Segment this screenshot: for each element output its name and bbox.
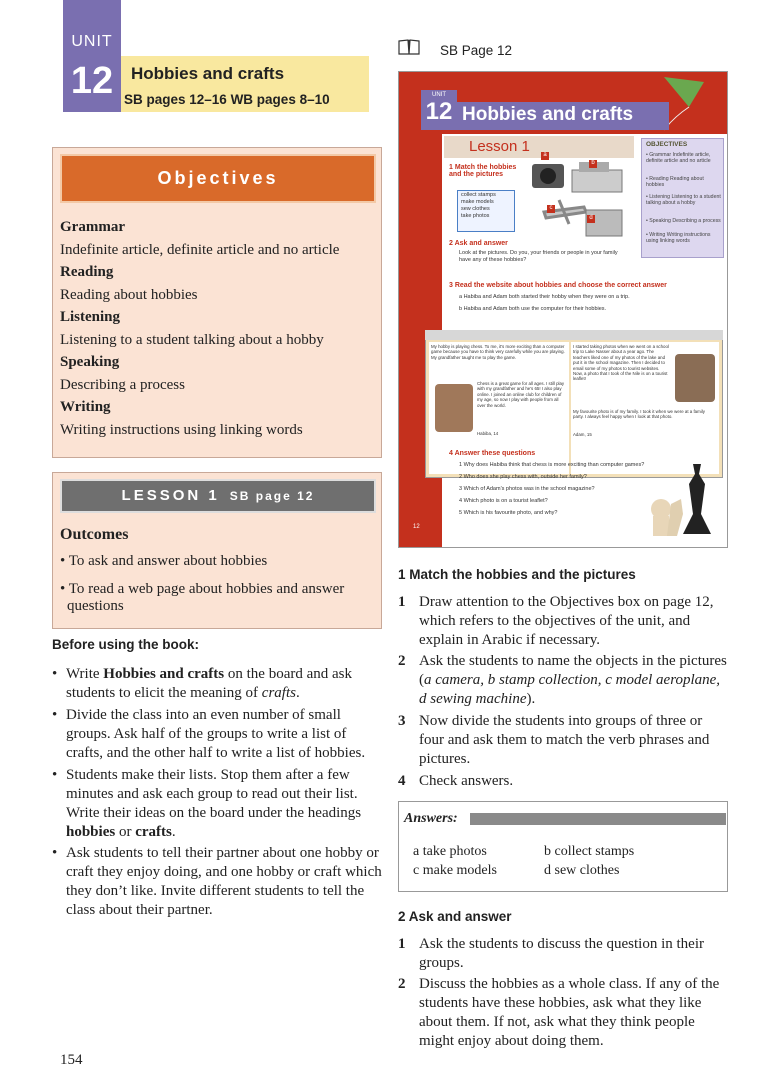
tb-sec-title: Ask and answer (454, 240, 508, 247)
tb-sec-num: 2 (449, 240, 453, 247)
text: Students make their lists. Stop them after a few minutes and ask each group to read out their list. Write their ideas on the board under the headings (66, 767, 362, 821)
section-1-item (398, 652, 728, 709)
section-1-title: 1 Match the hobbies and the pictures (398, 567, 636, 582)
before-title: Before using the book: (52, 637, 200, 652)
answer-item: c make models (413, 863, 497, 878)
before-bullet (52, 706, 382, 763)
before-bullet (52, 665, 382, 703)
tb-section-2 (449, 240, 508, 247)
item-text: Now divide the students into groups of three or four and ask them to match the verb phrases and pictures. (419, 713, 710, 767)
tb-question: 1 Why does Habiba think that chess is more exciting than computer games? (459, 462, 645, 468)
tb-title: Hobbies and crafts (462, 104, 634, 125)
tb-question: 2 Who does she play chess with, outside her family? (459, 474, 587, 480)
tb-sec-num: 4 (449, 450, 453, 457)
section-1-item (398, 772, 728, 791)
text: or (115, 824, 136, 840)
tb-web-left-sig: Habiba, 14 (477, 431, 499, 436)
outcome-item-cont: questions (67, 598, 124, 614)
text: on the board and ask students to elicit the meaning of (66, 666, 353, 701)
tb-section-3 (449, 282, 667, 289)
chess-pieces-icon (631, 454, 727, 546)
outcome-item: • To read a web page about hobbies and answer (60, 581, 345, 597)
text: ). (526, 691, 536, 707)
item-number: 4 (398, 773, 406, 789)
tb-section-4 (449, 450, 535, 457)
tb-sec-num: 1 (449, 164, 453, 171)
tb-sec-title: Read the website about hobbies and choose the correct answer (454, 282, 667, 289)
tb-list-item: make models (461, 199, 494, 205)
tb-s2-text: Look at the pictures. Do you, your friends or people in your family have any of these hobbies? (459, 250, 618, 263)
unit-number: 12 (70, 60, 114, 102)
tb-web-right-text2: My favourite photo is of my family. I took it when we were at a family party. I always feel happy when I look at that photo. (573, 409, 705, 420)
unit-pages: SB pages 12–16 WB pages 8–10 (124, 92, 330, 107)
tb-question: 3 Which of Adam's photos was in the school magazine? (459, 486, 595, 492)
tb-unit-number: 12 (425, 98, 453, 125)
tb-lesson: Lesson 1 (469, 138, 530, 155)
tb-s3-a: a Habiba and Adam both started their hobby when they were on a trip. (459, 294, 630, 300)
text: Ask the students to name the objects in the pictures ( (419, 653, 727, 688)
objective-text: Describing a process (60, 377, 185, 393)
bold-text: hobbies (66, 824, 116, 840)
section-2-item (398, 935, 728, 973)
italic-text: a camera, b stamp collection, c model aeroplane, d sewing machine (419, 672, 721, 707)
bold-text: Hobbies and crafts (103, 666, 225, 682)
tb-label-d: d (587, 215, 595, 223)
tb-web-left-text2: Chess is a great game for all ages. I still play with my grandfather and he's 65! I also play online. I joined an online club for children of my age, so now I play with people from all over the world. (477, 381, 565, 408)
tb-objectives-title: OBJECTIVES (646, 141, 688, 148)
answer-item: a take photos (413, 844, 487, 859)
objective-text: Indefinite article, definite article and no article (60, 242, 340, 258)
tb-unit-badge (421, 90, 457, 130)
tb-section-1 (449, 164, 529, 178)
tb-question: 4 Which photo is on a tourist leaflet? (459, 498, 548, 504)
objective-text: Writing instructions using linking words (60, 422, 303, 438)
item-number: 1 (398, 594, 406, 610)
item-text: Discuss the hobbies as a whole class. If any of the students have these hobbies, ask what they like about them. If not, ask what they think people might enjoy about doing them. (419, 976, 720, 1049)
tb-unit-word: UNIT (432, 92, 446, 98)
tb-sec-title: Answer these questions (454, 450, 536, 457)
answers-bar (470, 813, 726, 825)
objective-text: Listening to a student talking about a hobby (60, 332, 324, 348)
bullet-dot: • (52, 707, 58, 723)
objective-heading: Listening (60, 309, 121, 325)
page-number: 154 (60, 1052, 83, 1068)
text: . (295, 685, 300, 701)
item-text: Draw attention to the Objectives box on page 12, which refers to the objectives of the unit, and explain in Arabic if necessary. (419, 594, 714, 648)
unit-word: UNIT (71, 33, 113, 50)
section-2-item (398, 975, 728, 1051)
tb-list-item: take photos (461, 213, 490, 219)
item-text: Ask the students to discuss the question in their groups. (419, 936, 704, 971)
tb-label-b: b (589, 160, 597, 168)
tb-web-right-text: I started taking photos when we went on a school trip to Lake Nasser about a year ago. The teachers liked one of my photos of the lake and put it in the school magazine. Then I decided to email some of my photos to tourist websites. Now, a photo that I took of the Nile is on a tourist leaflet! (573, 344, 669, 382)
tb-objective: • Reading Reading about hobbies (646, 176, 704, 188)
tb-list-item: collect stamps (461, 192, 496, 198)
tb-sec-title: Match the hobbies and the pictures (449, 164, 517, 178)
item-text: Check answers. (419, 773, 514, 789)
tb-girl-photo (435, 384, 473, 432)
lesson-label: LESSON 1 (121, 487, 220, 504)
before-bullet (52, 766, 382, 842)
objective-heading: Reading (60, 264, 114, 280)
answers-label: Answers: (404, 811, 458, 826)
before-bullet (52, 844, 382, 920)
bullet-dot: • (52, 666, 58, 682)
unit-title: Hobbies and crafts (131, 64, 285, 83)
italic-text: crafts (261, 685, 296, 701)
bullet-dot: • (52, 767, 58, 783)
tb-objective: • Writing Writing instructions using linking words (646, 232, 711, 244)
objective-heading: Speaking (60, 354, 120, 370)
tb-web-right-sig: Adam, 15 (573, 432, 592, 437)
tb-objective: • Speaking Describing a process (646, 218, 721, 224)
item-number: 2 (398, 976, 406, 992)
text: Write (66, 666, 104, 682)
text: . (171, 824, 176, 840)
objective-text: Reading about hobbies (60, 287, 198, 303)
outcomes-title: Outcomes (60, 526, 129, 543)
lesson-sb-page: SB page 12 (229, 489, 315, 503)
tb-objective: • Grammar Indefinite article, definite article and no article (646, 152, 711, 164)
answer-item: b collect stamps (544, 844, 635, 859)
item-number: 1 (398, 936, 406, 952)
tb-list-item: sew clothes (461, 206, 490, 212)
bold-text: crafts (135, 824, 172, 840)
tb-label-a: a (541, 152, 549, 160)
unit-badge (63, 0, 121, 112)
objective-heading: Grammar (60, 219, 125, 235)
objective-heading: Writing (60, 399, 111, 415)
textbook-page (398, 71, 728, 548)
tb-label-c: c (547, 205, 555, 213)
lesson-title (60, 487, 376, 504)
item-number: 3 (398, 713, 406, 729)
tb-question: 5 Which is his favourite photo, and why? (459, 510, 558, 516)
tb-web-left-text: My hobby is playing chess. To me, it's more exciting than a computer game because you have to think very carefully while you are playing. My grandfather taught me to play the game. (431, 344, 565, 360)
tb-hobby-list (457, 190, 515, 232)
book-icon (398, 38, 420, 56)
sb-page-ref: SB Page 12 (440, 43, 513, 58)
section-1-item (398, 712, 728, 769)
bullet-text: Ask students to tell their partner about one hobby or craft they enjoy doing, and one hobby or craft which they don’t like. Invite different students to tell the class about their partner. (66, 845, 382, 918)
tb-s3-b: b Habiba and Adam both use the computer for their hobbies. (459, 306, 607, 312)
bullet-text: Divide the class into an even number of small groups. Ask half of the groups to write a list of crafts, and the other half to write a list of hobbies. (66, 707, 366, 761)
bullet-dot: • (52, 845, 58, 861)
item-number: 2 (398, 653, 406, 669)
section-2-title: 2 Ask and answer (398, 909, 512, 924)
section-1-item (398, 593, 728, 650)
answer-item: d sew clothes (544, 863, 620, 878)
objectives-title: Objectives (157, 168, 279, 188)
tb-objective: • Listening Listening to a student talking about a hobby (646, 194, 721, 206)
outcome-item: • To ask and answer about hobbies (60, 553, 268, 569)
tb-browser-bar (425, 330, 723, 340)
tb-pictures (524, 152, 639, 252)
tb-page-number: 12 (413, 524, 420, 530)
tb-sec-num: 3 (449, 282, 453, 289)
tb-boy-photo (675, 354, 715, 402)
